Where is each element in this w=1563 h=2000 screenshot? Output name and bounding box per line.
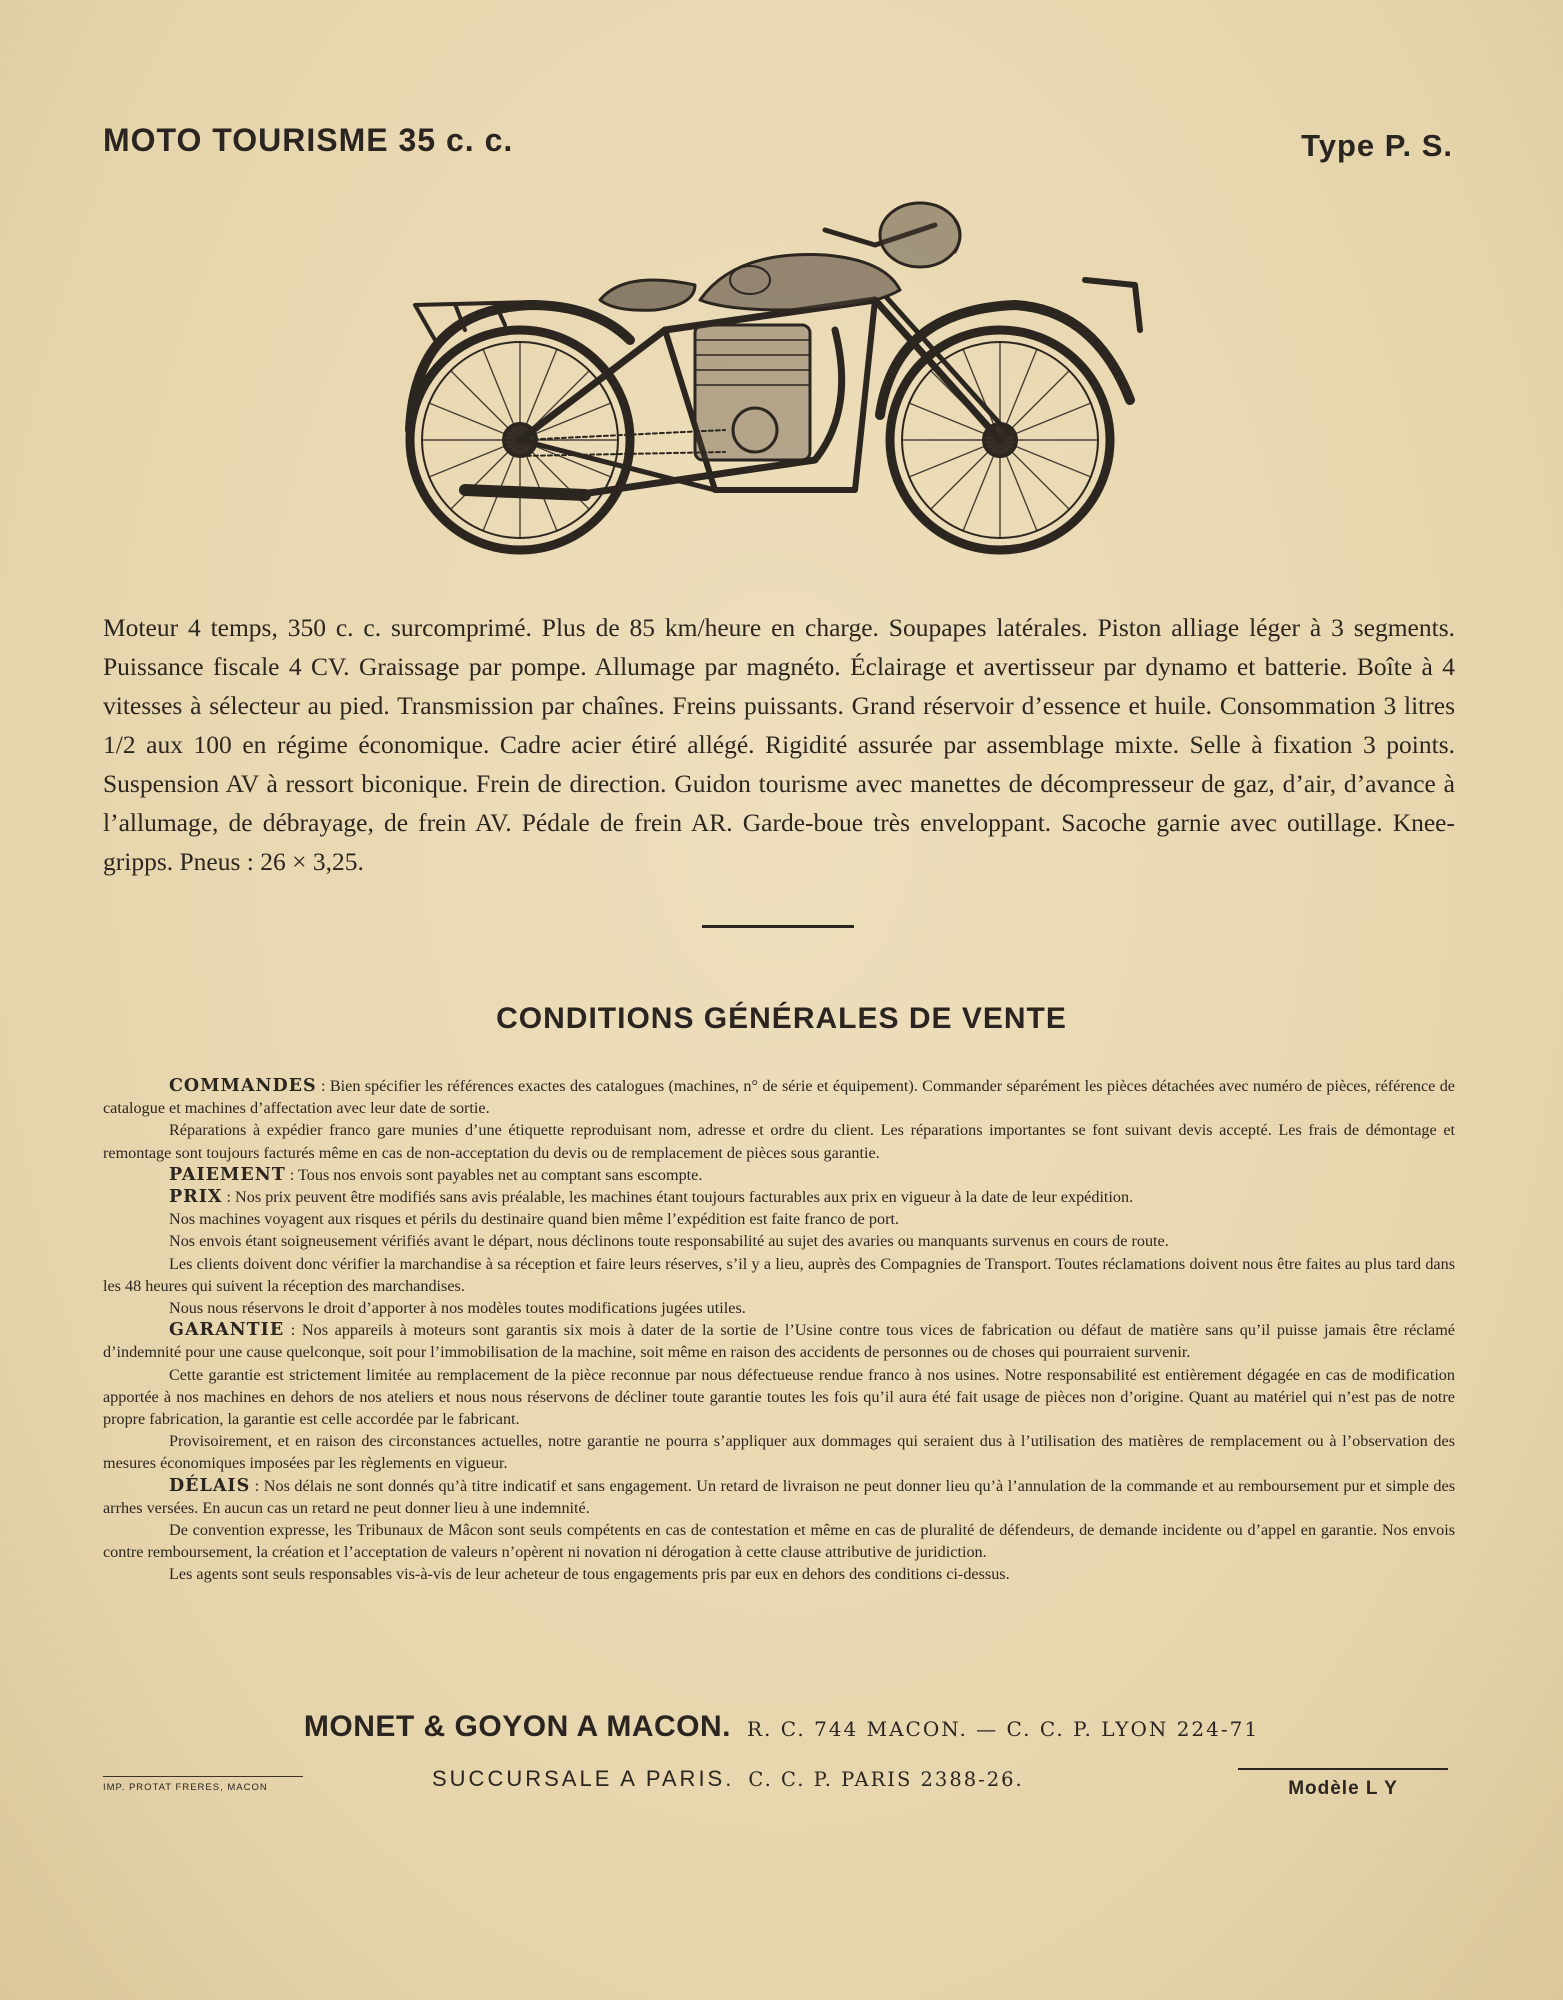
paiement-paragraph: PAIEMENT : Tous nos envois sont payables net au comptant sans escompte.	[169, 1164, 703, 1185]
paris-branch: SUCCURSALE A PARIS.	[432, 1766, 735, 1791]
motorcycle-icon	[395, 190, 1175, 570]
company-name: MONET & GOYON A MACON.	[303, 1710, 731, 1743]
modifications-paragraph: Nous nous réservons le droit d’apporter à nos modèles toutes modifications jugées utiles.	[169, 1299, 746, 1318]
model-title: MOTO TOURISME 35 c. c.	[103, 122, 514, 158]
prix-keyword: PRIX	[169, 1187, 223, 1208]
commandes-keyword: COMMANDES	[169, 1076, 317, 1096]
paris-branch-line	[432, 1766, 1024, 1792]
garantie-limit-paragraph: Cette garantie est strictement limitée au remplacement de la pièce reconnue par nous défectueuse rendue franco à nos usines. Notre responsabilité est entièrement dégagée en cas de modification apportée à nos machines en dehors de nos ateliers et nous nous réservons de décliner toute garantie toutes les fois qu’il aura été fait usage de pièces non d’origine. Quant au matériel qui n’est pas de notre propre fabrication, la garantie est celle accordée par le fabricant.	[103, 1365, 1455, 1429]
reparations-paragraph: Réparations à expédier franco gare munies d’une étiquette reproduisant nom, adresse et ordre du client. Les réparations importantes se font suivant devis accepté. Les frais de démontage et remontage sont toujours facturés même en cas de non-acceptation du devis ou de remplacement de pièces sous garantie.	[103, 1121, 1455, 1162]
company-line	[0, 1710, 1563, 1744]
delais-keyword: DÉLAIS	[169, 1475, 251, 1496]
conditions-body	[103, 1075, 1455, 1586]
paris-ccp: C. C. P. PARIS 2388-26.	[748, 1768, 1024, 1791]
conditions-title: CONDITIONS GÉNÉRALES DE VENTE	[496, 1002, 1067, 1035]
model-type: Type P. S.	[1301, 128, 1453, 163]
envois-paragraph: Nos envois étant soigneusement vérifiés avant le départ, nous déclinons toute responsabilité au sujet des avaries ou manquants survenus en cours de route.	[169, 1232, 1169, 1251]
garantie-provisional-paragraph: Provisoirement, et en raison des circonstances actuelles, notre garantie ne pourra s’appliquer aux dommages qui seraient dus à l’utilisation des matières de remplacement ou à l’observation des mesures économiques imposées par les règlements en vigueur.	[103, 1432, 1455, 1473]
printer-credit: IMP. PROTAT FRERES, MACON	[103, 1776, 303, 1793]
transport-paragraph: Nos machines voyagent aux risques et périls du destinaire quand bien même l’expédition est faite franco de port.	[169, 1210, 900, 1229]
juridiction-paragraph: De convention expresse, les Tribunaux de Mâcon sont seuls compétents en cas de contestation et même en cas de pluralité de défendeurs, de demande incidente ou d’appel en garantie. Nos envois contre remboursement, la création et l’acceptation de valeurs n’opèrent ni novation ni dérogation à cette clause attributive de juridiction.	[103, 1521, 1455, 1562]
agents-paragraph: Les agents sont seuls responsables vis-à-vis de leur acheteur de tous engagements pris par eux en dehors des conditions ci-dessus.	[169, 1565, 1010, 1584]
garantie-paragraph: GARANTIE : Nos appareils à moteurs sont garantis six mois à dater de la sortie de l’Usine contre tous vices de fabrication ou défaut de matière sans qu’il puisse jamais être réclamé d’indemnité pour une cause quelconque, soit pour l’immobilisation de la machine, soit même en raison des accidents de personnes ou de choses qui pourraient survenir.	[103, 1320, 1455, 1362]
paiement-keyword: PAIEMENT	[169, 1164, 286, 1185]
garantie-keyword: GARANTIE	[169, 1320, 285, 1341]
delais-paragraph: DÉLAIS : Nos délais ne sont donnés qu’à titre indicatif et sans engagement. Un retard de livraison ne peut donner lieu qu’à l’annulation de la commande et au remboursement pur et simple des arrhes versées. En aucun cas un retard ne peut donner lieu à une indemnité.	[103, 1475, 1455, 1517]
motorcycle-description: Moteur 4 temps, 350 c. c. surcomprimé. Plus de 85 km/heure en charge. Soupapes latérales. Piston alliage léger à 3 segments. Puissance fiscale 4 CV. Graissage par pompe. Allumage par magnéto. Éclairage et avertisseur par dynamo et batterie. Boîte à 4 vitesses à sélecteur au pied. Transmission par chaînes. Freins puissants. Grand réservoir d’essence et huile. Consommation 3 litres 1/2 aux 100 en régime économique. Cadre acier étiré allégé. Rigidité assurée par assemblage mixte. Selle à fixation 3 points. Suspension AV à ressort biconique. Frein de direction. Guidon tourisme avec manettes de décompresseur de gaz, d’air, d’avance à l’allumage, de débrayage, de frein AV. Pédale de frein AR. Garde-boue très enveloppant. Sacoche garnie avec outillage. Knee-gripps. Pneus : 26 × 3,25.	[103, 613, 1455, 876]
headlamp	[880, 203, 960, 267]
engine	[695, 325, 810, 460]
saddle	[600, 280, 695, 310]
company-registration: R. C. 744 MACON. — C. C. P. LYON 224-71	[747, 1717, 1260, 1741]
reclamations-paragraph: Les clients doivent donc vérifier la marchandise à sa réception et faire leurs réserves, s’il y a lieu, auprès des Compagnies de Transport. Toutes réclamations doivent nous être faites au plus tard dans les 48 heures qui suivent la réception des marchandises.	[103, 1254, 1455, 1295]
prix-paragraph: PRIX : Nos prix peuvent être modifiés sans avis préalable, les machines étant toujours facturables aux prix en vigueur à la date de leur expédition.	[169, 1187, 1134, 1208]
commandes-paragraph: COMMANDES : Bien spécifier les références exactes des catalogues (machines, n° de série et équipement). Commander séparément les pièces détachées avec numéro de pièces, référence de catalogue et machines d’affectation avec leur date de sortie.	[103, 1076, 1455, 1118]
model-reference: Modèle L Y	[1238, 1768, 1448, 1800]
section-divider	[702, 925, 854, 928]
